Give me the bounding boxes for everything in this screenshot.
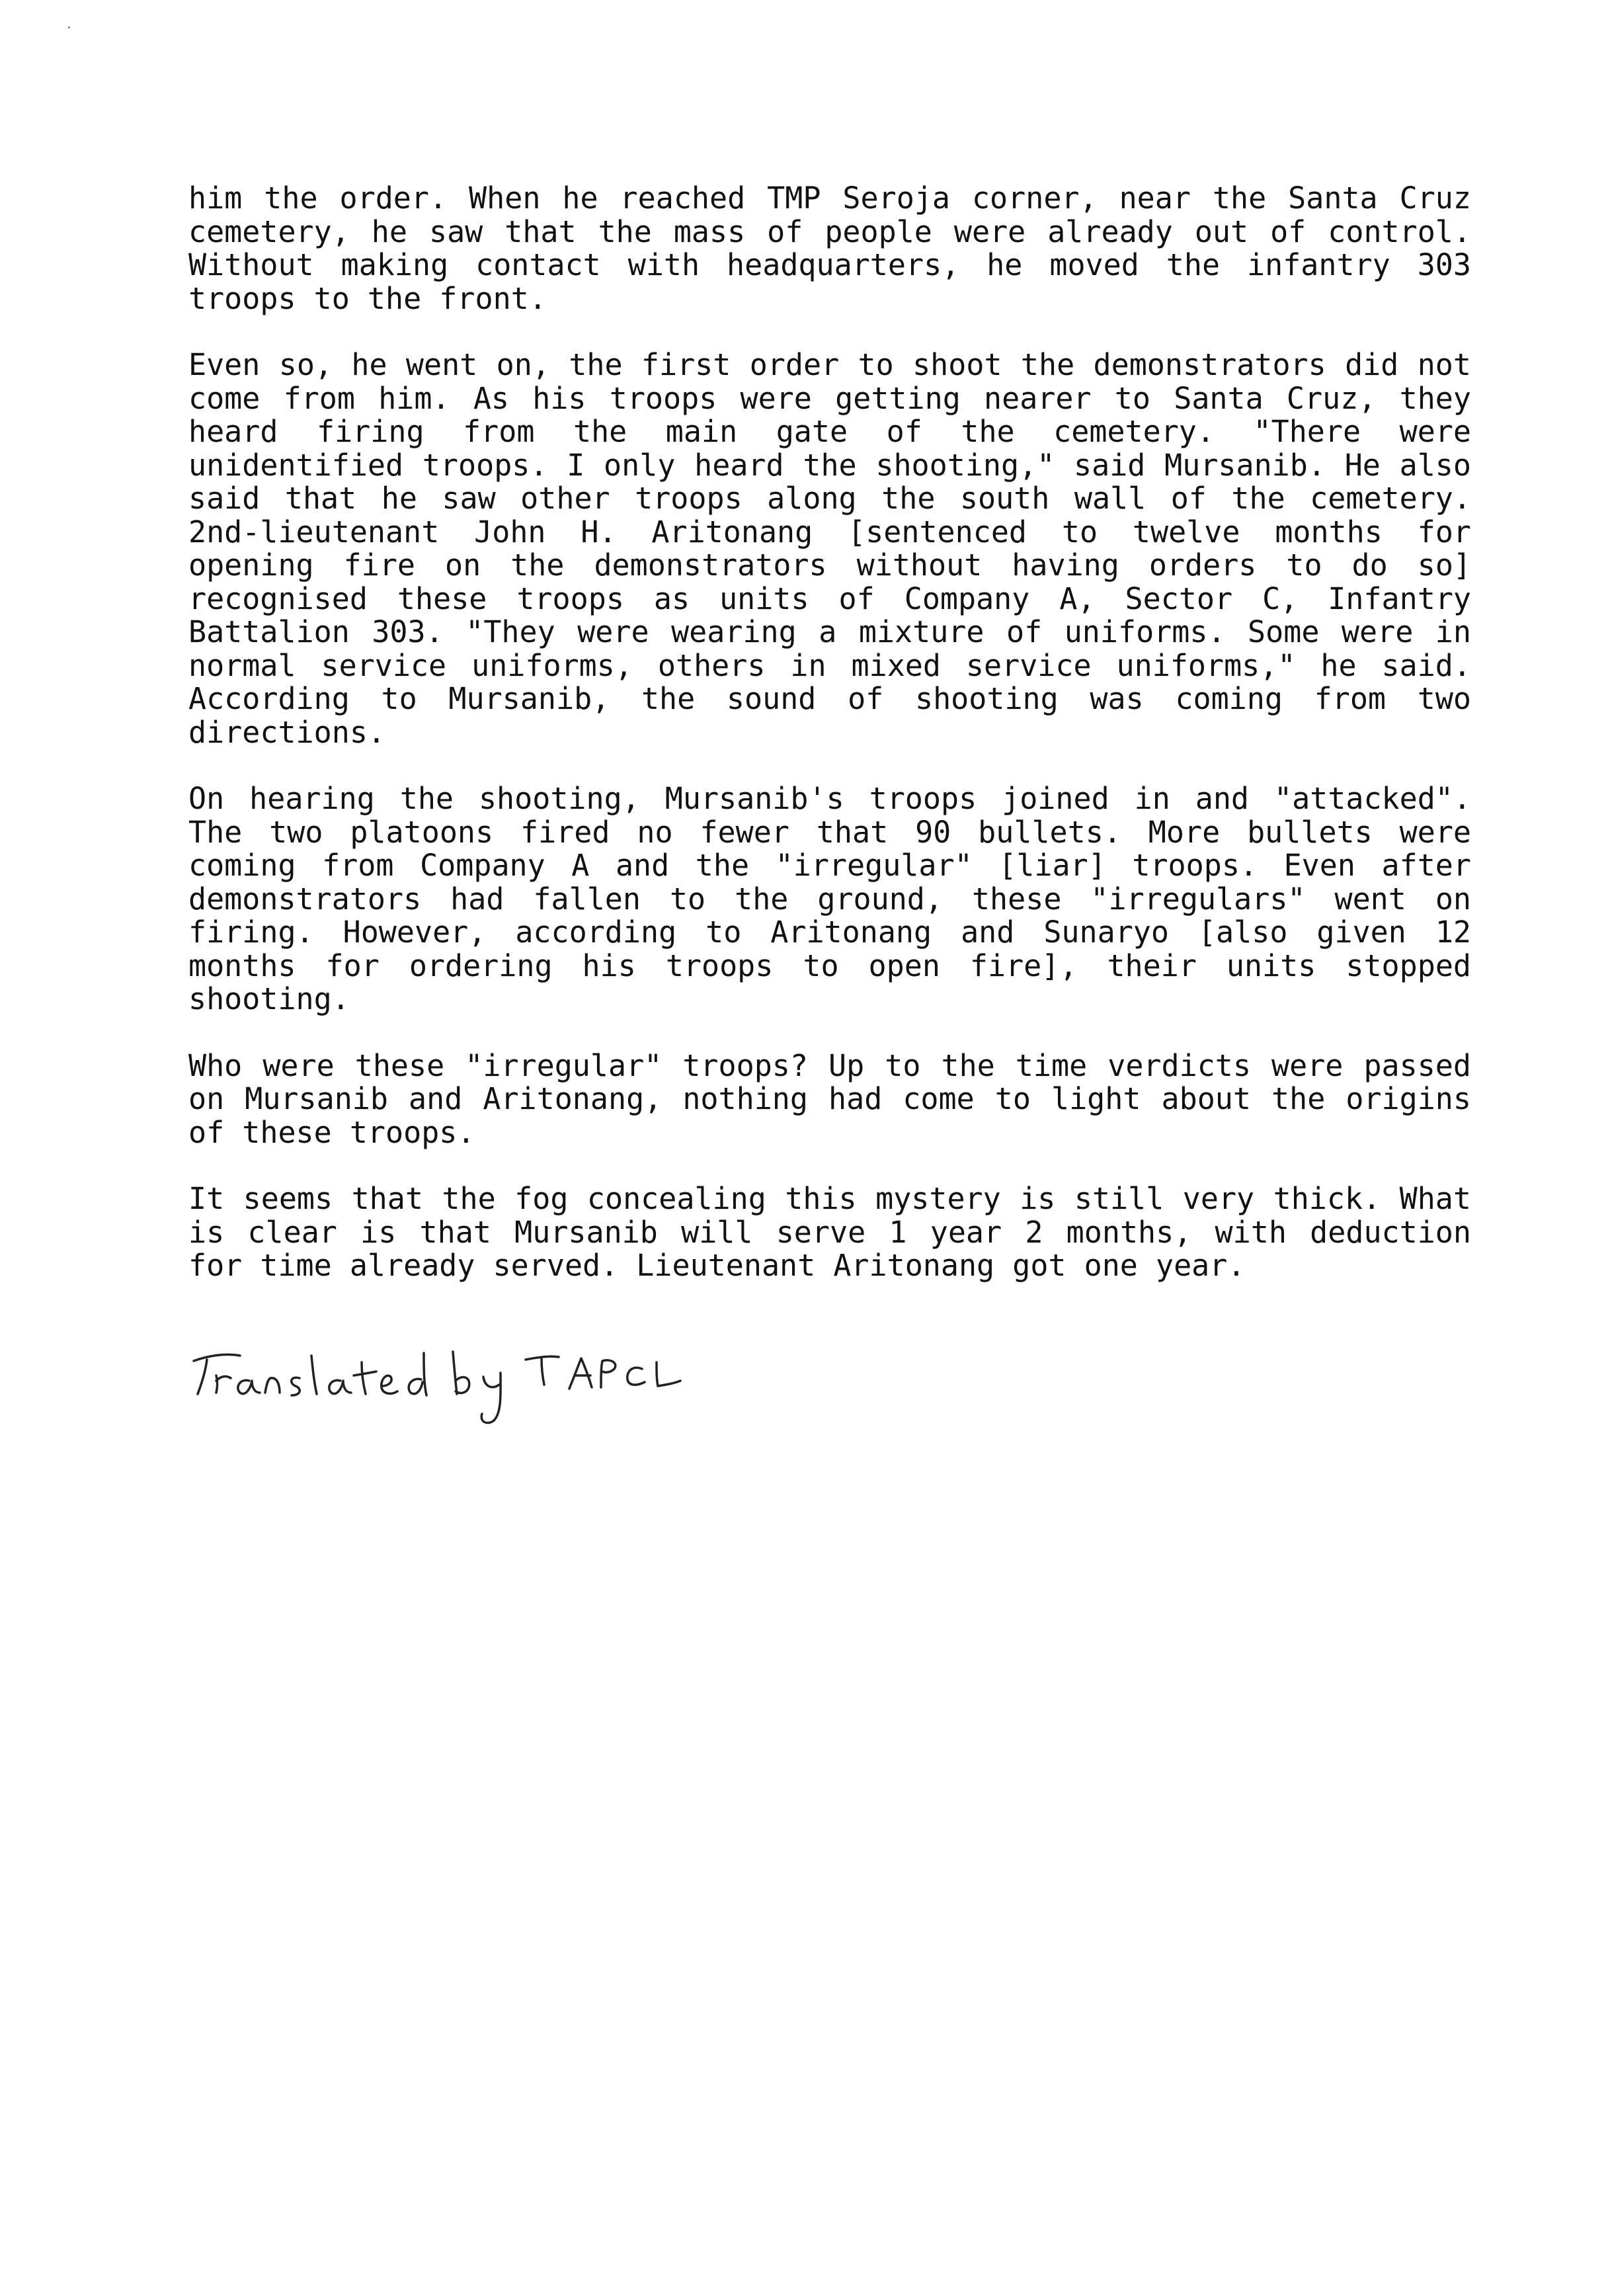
scan-speck: [68, 26, 70, 28]
document-body: [188, 182, 1471, 1316]
handwritten-signature: [188, 1329, 691, 1442]
paragraph-2: Even so, he went on, the first order to shoot the demonstrators did not come from him. As his troops were getting nearer to Santa Cruz, they heard firing from the main gate of the cemetery. "There were unidentified troops. I only heard the shooting," said Mursanib. He also said that he saw other troops along the south wall of the cemetery. 2nd-lieutenant John H. Aritonang [sentenced to twelve months for opening fire on the demonstrators without having orders to do so] recognised these troops as units of Company A, Sector C, Infantry Battalion 303. "They were wearing a mixture of uniforms. Some were in normal service uniforms, others in mixed service uniforms," he said. According to Mursanib, the sound of shooting was coming from two directions.: [188, 347, 1471, 750]
paragraph-3: On hearing the shooting, Mursanib's troops joined in and "attacked". The two platoons fired no fewer that 90 bullets. More bullets were coming from Company A and the "irregular" [liar] troops. Even after demonstrators had fallen to the ground, these "irregulars" went on firing. However, according to Aritonang and Sunaryo [also given 12 months for ordering his troops to open fire], their units stopped shooting.: [188, 781, 1471, 1016]
paragraph-1: him the order. When he reached TMP Seroja corner, near the Santa Cruz cemetery, he saw that the mass of people were already out of control. Without making contact with headquarters, he moved the infantry 303 troops to the front.: [188, 181, 1471, 316]
paragraph-4: Who were these "irregular" troops? Up to the time verdicts were passed on Mursanib and Aritonang, nothing had come to light about the origins of these troops.: [188, 1047, 1471, 1150]
paragraph-5: It seems that the fog concealing this mystery is still very thick. What is clear is that Mursanib will serve 1 year 2 months, with deduction for time already served. Lieutenant Aritonang got one year.: [188, 1181, 1471, 1283]
signature-drawing: [188, 1329, 691, 1442]
